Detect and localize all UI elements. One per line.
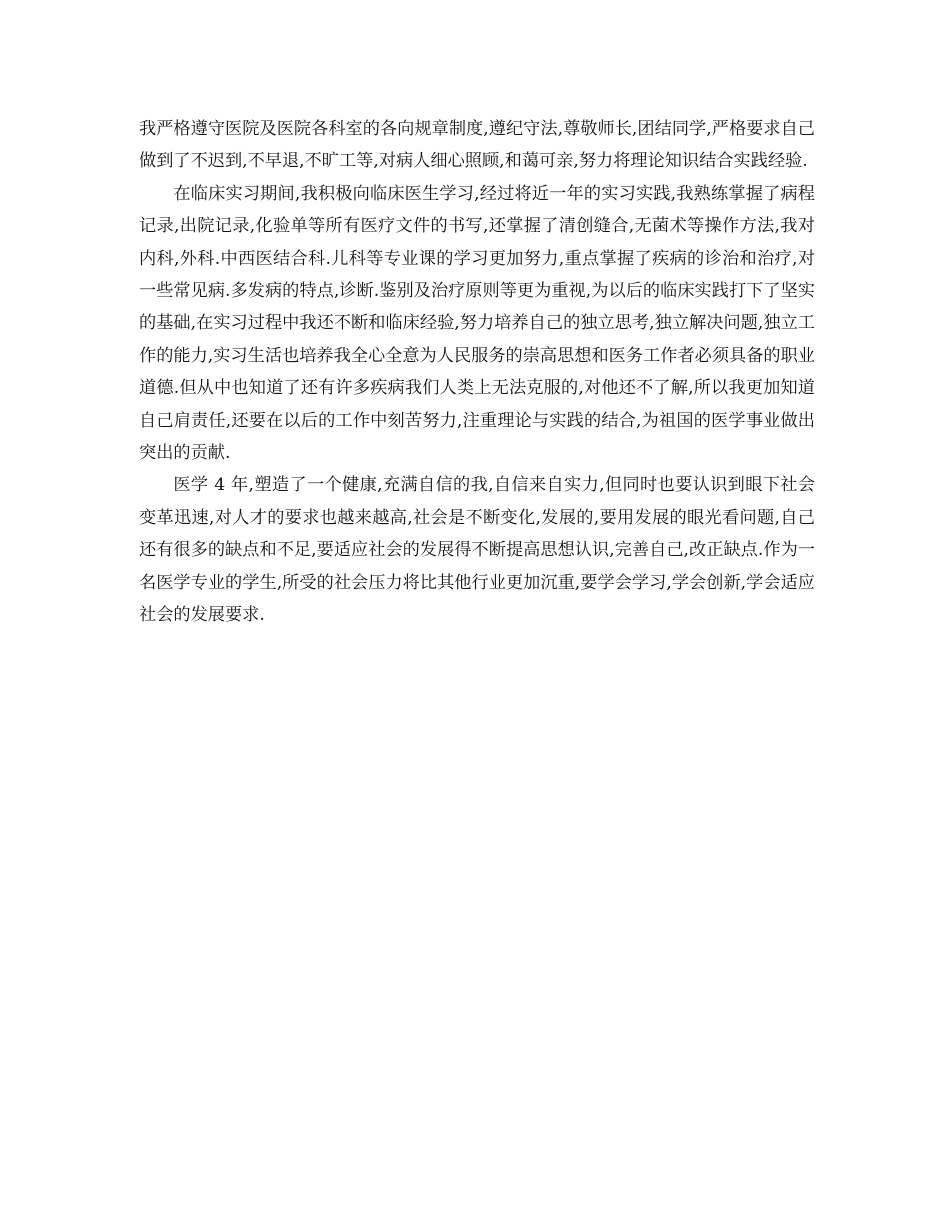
document-body <box>139 113 815 632</box>
paragraph-clinical-internship: 在临床实习期间,我积极向临床医生学习,经过将近一年的实习实践,我熟练掌握了病程记录,出院记录,化验单等所有医疗文件的书写,还掌握了清创缝合,无菌术等操作方法,我对内科,外科.中西医结合科.儿科等专业课的学习更加努力,重点掌握了疾病的诊治和治疗,对一些常见病.多发病的特点,诊断.鉴别及治疗原则等更为重视,为以后的临床实践打下了坚实的基础,在实习过程中我还不断和临床经验,努力培养自己的独立思考,独立解决问题,独立工作的能力,实习生活也培养我全心全意为人民服务的崇高思想和医务工作者必须具备的职业道德.但从中也知道了还有许多疾病我们人类上无法克服的,对他还不了解,所以我更加知道自己肩责任,还要在以后的工作中刻苦努力,注重理论与实践的结合,为祖国的医学事业做出突出的贡献. <box>139 183 815 464</box>
paragraph-discipline: 我严格遵守医院及医院各科室的各向规章制度,遵纪守法,尊敬师长,团结同学,严格要求自己做到了不迟到,不早退,不旷工等,对病人细心照顾,和蔼可亲,努力将理论知识结合实践经验. <box>139 119 815 172</box>
paragraph-medical-study-reflection: 医学 4 年,塑造了一个健康,充满自信的我,自信来自实力,但同时也要认识到眼下社会变革迅速,对人才的要求也越来越高,社会是不断变化,发展的,要用发展的眼光看问题,自己还有很多的缺点和不足,要适应社会的发展得不断提高思想认识,完善自己,改正缺点.作为一名医学专业的学生,所受的社会压力将比其他行业更加沉重,要学会学习,学会创新,学会适应社会的发展要求. <box>139 475 815 626</box>
